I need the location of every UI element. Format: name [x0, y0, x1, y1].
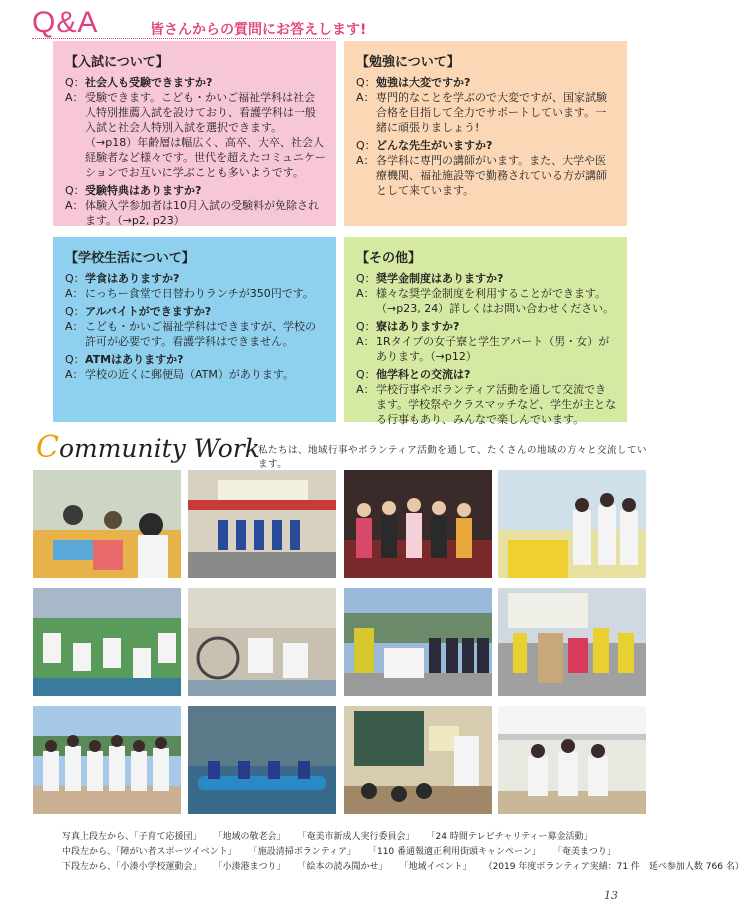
answer	[65, 286, 326, 301]
answer-label: A：	[356, 91, 375, 104]
caption: 「110 番通報適正利用街頭キャンペーン」	[367, 847, 541, 857]
title-initial: C	[36, 430, 59, 465]
answer	[356, 286, 617, 316]
header-divider	[32, 38, 330, 39]
question	[356, 367, 617, 382]
answer	[356, 334, 617, 364]
community-work-description: 私たちは、地域行事やボランティア活動を通して、たくさんの地域の方々と交流しています。	[258, 445, 648, 470]
question-text: 勉強は大変ですか?	[376, 76, 471, 89]
photo-police-campaign	[344, 588, 492, 696]
caption: 「24 時間テレビチャリティー募金活動」	[426, 832, 593, 842]
question	[65, 304, 326, 319]
answer-label: A：	[356, 154, 375, 167]
question-label: Q：	[356, 76, 376, 89]
answer-label: A：	[65, 199, 84, 212]
question-label: Q：	[65, 305, 85, 318]
answer-text: 体験入学参加者は10月入試の受験料が免除されます。（→p2, p23）	[85, 199, 319, 227]
caption: 「絵本の読み聞かせ」	[297, 862, 388, 872]
question-text: どんな先生がいますか?	[376, 139, 493, 152]
box-title: 【学校生活について】	[65, 251, 195, 266]
caption-row-bottom	[62, 860, 748, 875]
question-label: Q：	[65, 353, 85, 366]
question-label: Q：	[356, 272, 376, 285]
answer-text: 学校の近くに郵便局（ATM）があります。	[85, 368, 294, 381]
question-text: 他学科との交流は?	[376, 368, 471, 381]
answer-label	[65, 135, 85, 180]
box-title: 【勉強について】	[356, 55, 460, 70]
answer	[65, 367, 326, 382]
question	[65, 271, 326, 286]
answer-text: 1Rタイプの女子寮と学生アパート（男・女）があります。（→p12）	[376, 335, 610, 363]
study-qa-box	[344, 41, 627, 226]
caption: 「奄美まつり」	[552, 847, 616, 857]
question	[356, 319, 617, 334]
photo-captions	[62, 830, 748, 875]
community-work-title	[36, 430, 260, 465]
photo-facility-cleaning	[188, 588, 336, 696]
photo-disability-sports	[33, 588, 181, 696]
photo-community-event	[498, 706, 646, 814]
question-label: Q：	[65, 272, 85, 285]
caption-row-middle	[62, 845, 748, 860]
answer-text: 学校行事やボランティア活動を通して交流できます。学校祭やクラスマッチなど、学生が主となる行事もあり、みんなで楽しんでいます。	[376, 383, 617, 426]
answer-text: こども・かいご福祉学科はできますが、学校の許可が必要です。看護学科はできません。	[85, 320, 316, 348]
caption: 「施設清掃ボランティア」	[248, 847, 356, 857]
question	[65, 75, 326, 90]
caption: 「小湊港まつり」	[213, 862, 286, 872]
answer-text: 専門的なことを学ぶので大変ですが、国家試験合格を目指して全力でサポートしています。一緒に頑張りましょう!	[376, 91, 607, 134]
answer-label: A：	[65, 91, 84, 104]
qa-subtitle: 皆さんからの質問にお答えします!	[150, 22, 367, 38]
photo-elderly-celebration	[188, 470, 336, 578]
question-label: Q：	[356, 320, 376, 333]
question-label: Q：	[65, 76, 85, 89]
caption: 「奄美市新成人実行委員会」	[297, 832, 415, 842]
question-text: 寮はありますか?	[376, 320, 460, 333]
answer	[356, 90, 617, 135]
question	[65, 183, 326, 198]
caption: 中段左から、「障がい者スポーツイベント」	[62, 847, 237, 857]
campus-life-qa-box	[53, 237, 336, 422]
question-text: 奨学金制度はありますか?	[376, 272, 504, 285]
answer	[65, 135, 326, 180]
photo-port-festival	[188, 706, 336, 814]
admission-qa-box	[53, 41, 336, 226]
photo-amami-festival	[498, 588, 646, 696]
answer-text: 各学科に専門の講師がいます。また、大学や医療機関、福祉施設等で勤務されている方が講師として来ています。	[376, 154, 607, 197]
answer-label: A：	[356, 287, 375, 300]
box-title: 【その他】	[356, 251, 422, 266]
answer	[356, 382, 617, 427]
question	[356, 271, 617, 286]
caption: 「地域の敬老会」	[213, 832, 286, 842]
other-qa-box	[344, 237, 627, 426]
photo-childcare-support	[33, 470, 181, 578]
question-label: Q：	[65, 184, 85, 197]
answer-text: にっちー食堂で日替わりランチが350円です。	[85, 287, 314, 300]
caption: 「地域イベント」	[399, 862, 472, 872]
question-text: 学食はありますか?	[85, 272, 180, 285]
question	[356, 138, 617, 153]
answer-label: A：	[356, 383, 375, 396]
answer-label: A：	[65, 287, 84, 300]
photo-charity-fundraising	[498, 470, 646, 578]
photo-picture-book-reading	[344, 706, 492, 814]
question-text: 社会人も受験できますか?	[85, 76, 213, 89]
caption: 写真上段左から、「子育て応援団」	[62, 832, 202, 842]
caption-row-top	[62, 830, 748, 845]
page-number: 13	[604, 889, 618, 902]
title-rest: ommunity Work	[58, 434, 260, 463]
question-text: ATMはありますか?	[85, 353, 184, 366]
qa-logo: Q&A	[32, 6, 99, 39]
question-label: Q：	[356, 368, 376, 381]
photo-elementary-sports-day	[33, 706, 181, 814]
answer-label: A：	[356, 335, 375, 348]
answer-label: A：	[65, 320, 84, 333]
answer	[65, 90, 326, 135]
caption: 下段左から、「小湊小学校運動会」	[62, 862, 202, 872]
answer	[65, 319, 326, 349]
box-title: 【入試について】	[65, 55, 169, 70]
question	[356, 75, 617, 90]
question	[65, 352, 326, 367]
question-label: Q：	[356, 139, 376, 152]
answer-text: 受験できます。こども・かいご福祉学科は社会人特別推薦入試を設けており、看護学科は一般入試と社会人特別入試を選択できます。	[85, 91, 316, 134]
question-text: アルバイトができますか?	[85, 305, 212, 318]
answer	[356, 153, 617, 198]
answer	[65, 198, 326, 228]
photo-coming-of-age	[344, 470, 492, 578]
answer-text: （→p18）年齢層は幅広く、高卒、大卒、社会人経験者など様々です。世代を超えたコミュニケーションでお互いに学ぶことも多いようです。	[85, 136, 326, 179]
question-text: 受験特典はありますか?	[85, 184, 202, 197]
answer-label: A：	[65, 368, 84, 381]
volunteer-summary: （2019 年度ボランティア実績：71 件 延べ参加人数 766 名）	[483, 862, 744, 872]
answer-text: 様々な奨学金制度を利用することができます。（→p23, 24）詳しくはお問い合わせください。	[376, 287, 615, 315]
